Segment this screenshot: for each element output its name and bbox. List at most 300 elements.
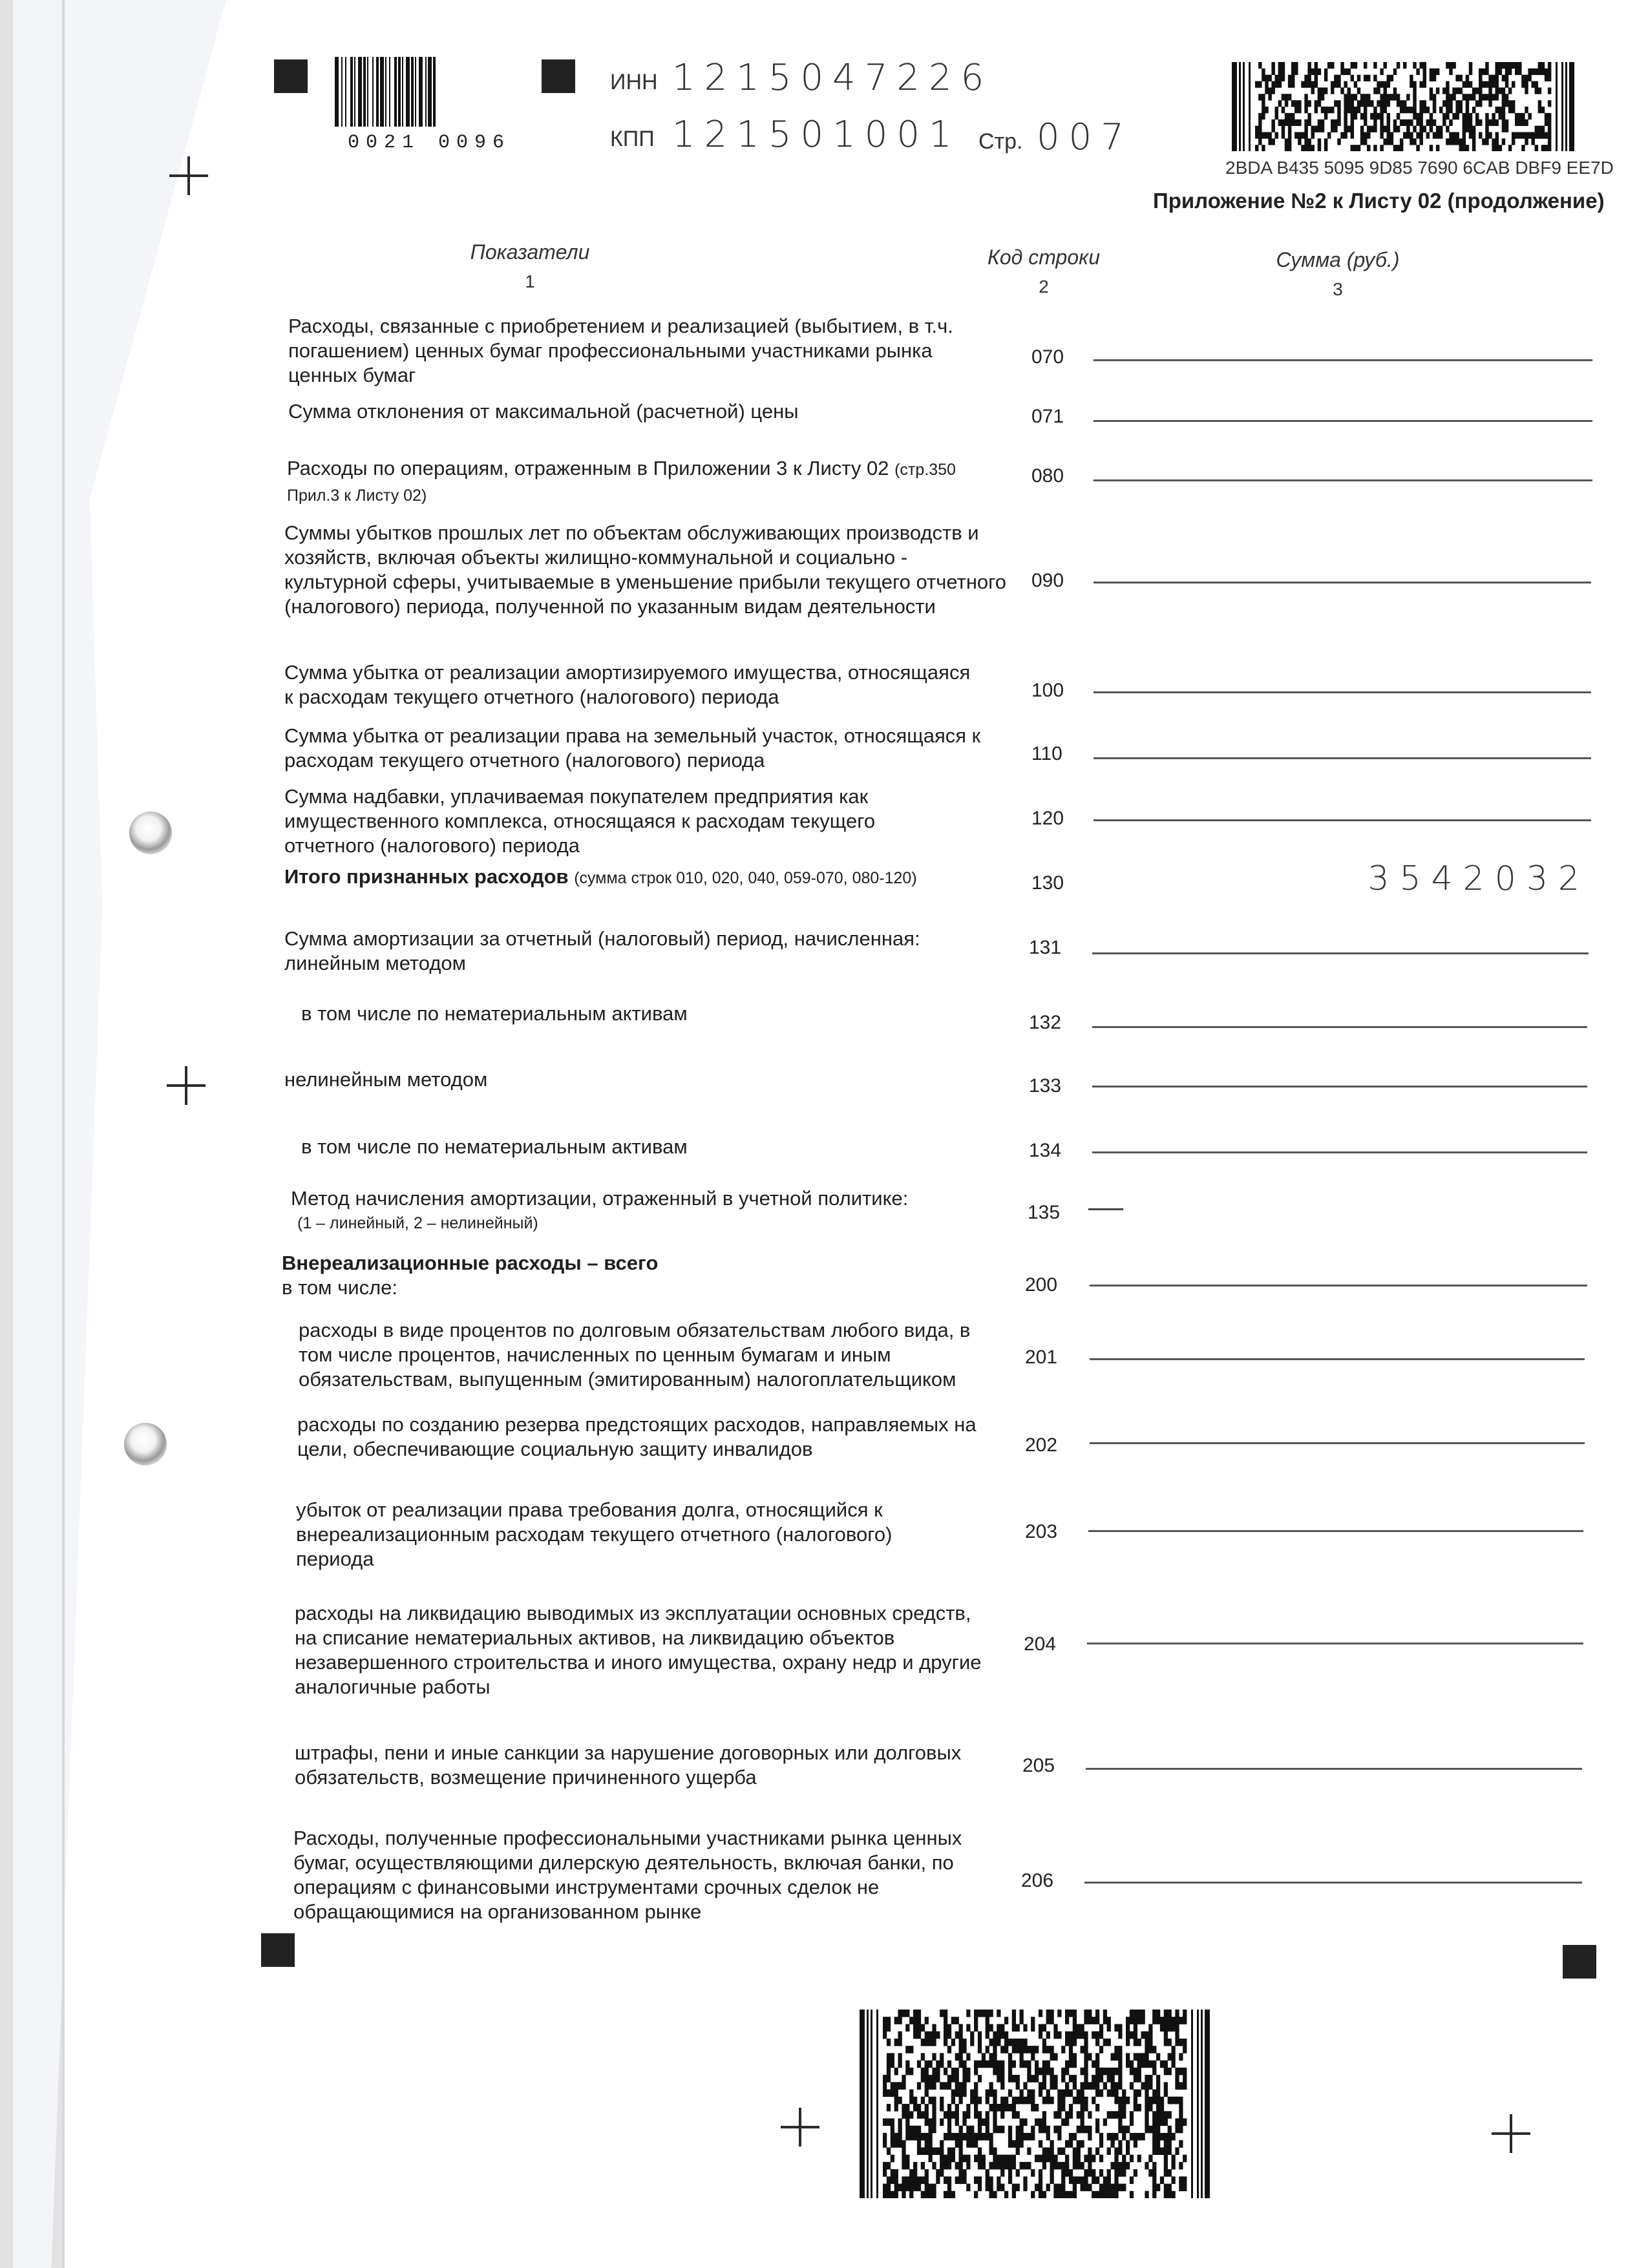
row-132-value-field[interactable]: [1092, 1026, 1587, 1028]
barcode-module: [1512, 100, 1515, 107]
barcode-module: [1459, 107, 1463, 113]
barcode-module: [1081, 2111, 1084, 2119]
barcode-module: [1337, 100, 1340, 107]
barcode-module: [997, 2176, 1000, 2184]
barcode-module: [1160, 2111, 1164, 2119]
barcode-module: [887, 2068, 891, 2075]
barcode-module: [1548, 126, 1551, 132]
barcode-module: [1433, 75, 1436, 81]
barcode-module: [1479, 120, 1482, 126]
barcode-module: [1046, 2017, 1050, 2024]
barcode-module: [887, 2017, 891, 2024]
barcode-module: [1446, 62, 1449, 68]
barcode-module: [1118, 2082, 1122, 2090]
row-206-value-field[interactable]: [1084, 1882, 1582, 1884]
barcode-module: [925, 2061, 929, 2068]
barcode-module: [1548, 145, 1551, 151]
barcode-module: [1050, 2046, 1054, 2053]
barcode-module: [1232, 62, 1237, 151]
barcode-module: [1046, 2184, 1050, 2192]
barcode-module: [1175, 2039, 1179, 2046]
barcode-module: [978, 2147, 982, 2155]
barcode-module: [917, 2082, 921, 2090]
barcode-module: [1061, 2046, 1065, 2053]
barcode-module: [970, 2090, 974, 2097]
barcode-module: [929, 2075, 933, 2083]
barcode-module: [887, 2061, 891, 2068]
barcode-module: [1377, 81, 1380, 88]
barcode-module: [1114, 2082, 1118, 2090]
barcode-module: [1137, 2053, 1141, 2061]
barcode-module: [1423, 62, 1426, 68]
barcode-module: [1337, 81, 1340, 88]
barcode-module: [1400, 120, 1403, 126]
barcode-module: [1175, 2118, 1179, 2126]
barcode-module: [959, 2082, 963, 2090]
barcode-module: [989, 2133, 993, 2141]
barcode-module: [1084, 2176, 1088, 2184]
barcode-module: [1145, 2104, 1148, 2112]
barcode-module: [1092, 2155, 1095, 2163]
barcode-module: [1463, 126, 1466, 132]
barcode-module: [1393, 68, 1397, 75]
barcode-module: [1449, 94, 1452, 100]
barcode-module: [1137, 2155, 1141, 2163]
barcode-module: [1107, 2169, 1111, 2177]
row-203-label: убыток от реализации права требования долга, относящийся к внереализационным расходам текущего отчетного (налогового) периода: [296, 1498, 893, 1570]
barcode-module: [1565, 62, 1567, 151]
barcode-module: [929, 2126, 933, 2134]
barcode-module: [1357, 100, 1360, 107]
barcode-module: [1004, 2039, 1008, 2046]
barcode-module: [1145, 2075, 1148, 2083]
barcode-module: [1004, 2046, 1008, 2053]
barcode-module: [1545, 113, 1548, 120]
barcode-module: [1077, 2032, 1081, 2039]
barcode-module: [1130, 2068, 1134, 2075]
barcode-module: [1275, 132, 1278, 138]
barcode-module: [1373, 87, 1377, 94]
barcode-module: [1114, 2024, 1118, 2032]
barcode-module: [1111, 2090, 1115, 2097]
barcode-module: [921, 2097, 925, 2105]
barcode-module: [1390, 132, 1393, 138]
barcode-module: [1499, 145, 1502, 151]
barcode-module: [944, 2068, 947, 2075]
barcode-module: [1508, 68, 1512, 75]
scan-fold-line: [62, 0, 65, 2268]
row-202-value-field[interactable]: [1090, 1442, 1585, 1444]
barcode-module: [1318, 145, 1321, 151]
barcode-module: [1380, 68, 1383, 75]
barcode-module: [1031, 2024, 1035, 2032]
barcode-module: [1035, 2104, 1039, 2112]
barcode-module: [905, 2024, 909, 2032]
row-200-value-field[interactable]: [1090, 1285, 1587, 1286]
barcode-module: [1502, 62, 1505, 68]
barcode-module: [1548, 68, 1551, 75]
barcode-module: [1027, 2061, 1031, 2068]
barcode-module: [1126, 2162, 1130, 2170]
barcode-module: [1400, 145, 1403, 151]
barcode-module: [1377, 100, 1380, 107]
barcode-module: [1364, 75, 1367, 81]
barcode-module: [1387, 132, 1390, 138]
barcode-module: [1046, 2061, 1050, 2068]
barcode-module: [1475, 113, 1479, 120]
barcode-module: [1122, 2090, 1126, 2097]
barcode-module: [989, 2039, 993, 2046]
barcode-module: [1268, 87, 1271, 94]
barcode-module: [997, 2010, 1000, 2017]
barcode-module: [1466, 107, 1469, 113]
barcode-module: [1084, 2039, 1088, 2046]
barcode-module: [1397, 126, 1400, 132]
barcode-module: [1183, 2176, 1187, 2184]
barcode-module: [1492, 145, 1495, 151]
barcode-module: [1469, 68, 1472, 75]
row-071-value-field[interactable]: [1093, 420, 1592, 422]
barcode-module: [1485, 138, 1488, 145]
barcode-module: [1081, 2184, 1084, 2192]
row-205-value-field[interactable]: [1086, 1768, 1582, 1770]
barcode-module: [1004, 2104, 1008, 2112]
row-201-label: расходы в виде процентов по долговым обязательствам любого вида, в том числе процентов, начисленных по ценным бумагам и иным обязательствам, выпущенным (эмитированным) налогоплательщиком: [299, 1319, 971, 1391]
barcode-module: [1459, 100, 1463, 107]
barcode-module: [1107, 2039, 1111, 2046]
barcode-module: [1436, 145, 1439, 151]
row-100-value-field[interactable]: [1093, 691, 1591, 693]
barcode-module: [1107, 2068, 1111, 2075]
barcode-module: [1505, 126, 1508, 132]
barcode-module: [1008, 2068, 1012, 2075]
barcode-module: [1282, 75, 1285, 81]
barcode-module: [1262, 132, 1265, 138]
barcode-module: [1126, 2147, 1130, 2155]
barcode-module: [1008, 2053, 1012, 2061]
barcode-module: [1061, 2068, 1065, 2075]
row-204-value-field[interactable]: [1087, 1643, 1583, 1644]
barcode-module: [1114, 2184, 1118, 2192]
barcode-module: [1050, 2082, 1054, 2090]
barcode-module: [1485, 132, 1488, 138]
barcode-module: [1258, 138, 1262, 145]
barcode-module: [1304, 120, 1307, 126]
barcode-module: [1088, 2155, 1092, 2163]
barcode-module: [993, 2147, 997, 2155]
barcode-module: [1008, 2104, 1012, 2112]
barcode-module: [1156, 2104, 1160, 2112]
barcode-module: [1027, 2090, 1031, 2097]
barcode-module: [909, 2169, 913, 2177]
barcode-module: [1360, 132, 1364, 138]
barcode-module: [1164, 2090, 1168, 2097]
barcode-module: [1073, 2097, 1077, 2105]
barcode-module: [1084, 2082, 1088, 2090]
barcode-module: [1373, 62, 1377, 68]
barcode-module: [1012, 2039, 1016, 2046]
barcode-module: [1508, 107, 1512, 113]
barcode-module: [917, 2024, 921, 2032]
barcode-module: [1164, 2118, 1168, 2126]
barcode-module: [1482, 94, 1485, 100]
row-203-value-field[interactable]: [1088, 1530, 1583, 1532]
barcode-module: [1466, 126, 1469, 132]
row-110-value-field[interactable]: [1093, 757, 1591, 759]
barcode-module: [1505, 62, 1508, 68]
barcode-module: [1039, 2068, 1042, 2075]
barcode-module: [1069, 2176, 1073, 2184]
barcode-module: [1023, 2133, 1027, 2141]
row-120-label: Сумма надбавки, уплачиваемая покупателем предприятия как имущественного комплекса, относящаяся к расходам текущего отчетного (налогового) периода: [284, 785, 876, 857]
barcode-module: [1569, 62, 1574, 151]
barcode-module: [1315, 81, 1318, 88]
barcode-module: [1000, 2169, 1004, 2177]
barcode-module: [1383, 126, 1386, 132]
barcode-module: [1360, 113, 1364, 120]
barcode-module: [1285, 145, 1288, 151]
barcode-module: [894, 2140, 898, 2148]
barcode-module: [1073, 2032, 1077, 2039]
row-120-value-field[interactable]: [1093, 819, 1591, 821]
barcode-module: [1031, 2126, 1035, 2134]
barcode-module: [1099, 2090, 1103, 2097]
barcode-module: [1508, 100, 1512, 107]
barcode-module: [932, 2039, 936, 2046]
barcode-module: [1156, 2082, 1160, 2090]
barcode-module: [1262, 94, 1265, 100]
barcode-module: [1175, 2017, 1179, 2024]
barcode-module: [944, 2111, 947, 2119]
barcode-module: [1092, 2075, 1095, 2083]
barcode-module: [997, 2024, 1000, 2032]
barcode-module: [1141, 2082, 1145, 2090]
barcode-module: [1334, 100, 1337, 107]
barcode-module: [1008, 2162, 1012, 2170]
barcode-module: [891, 2126, 894, 2134]
barcode-module: [1031, 2104, 1035, 2112]
barcode-module: [1463, 145, 1466, 151]
barcode-module: [1291, 120, 1294, 126]
barcode-module: [989, 2090, 993, 2097]
barcode-module: [1164, 2147, 1168, 2155]
barcode-module: [1016, 2046, 1020, 2053]
barcode-module: [1134, 2133, 1137, 2141]
barcode-module: [1364, 100, 1367, 107]
barcode-module: [978, 2097, 982, 2105]
barcode-module: [951, 2155, 955, 2163]
barcode-module: [1004, 2155, 1008, 2163]
barcode-module: [1118, 2024, 1122, 2032]
barcode-module: [929, 2061, 933, 2068]
barcode-module: [1403, 100, 1406, 107]
barcode-module: [1095, 2147, 1099, 2155]
barcode-module: [1065, 2162, 1069, 2170]
barcode-module: [1271, 62, 1274, 68]
barcode-module: [1315, 107, 1318, 113]
barcode-module: [1061, 2104, 1065, 2112]
barcode-module: [1130, 2061, 1134, 2068]
barcode-module: [989, 2191, 993, 2198]
row-133-code: 133: [1029, 1075, 1062, 1097]
barcode-module: [1050, 2010, 1054, 2017]
barcode-module: [1364, 107, 1367, 113]
barcode-module: [1430, 126, 1433, 132]
barcode-module: [1340, 87, 1344, 94]
barcode-module: [894, 2082, 898, 2090]
barcode-module: [1053, 2155, 1057, 2163]
barcode-module: [959, 2061, 963, 2068]
row-134-code: 134: [1029, 1140, 1062, 1161]
barcode-module: [1081, 2176, 1084, 2184]
barcode-module: [1291, 100, 1294, 107]
row-080-label: [287, 456, 985, 508]
barcode-module: [944, 2039, 947, 2046]
barcode-module: [978, 2133, 982, 2141]
barcode-module: [1258, 113, 1262, 120]
barcode-module: [1288, 120, 1291, 126]
barcode-module: [1548, 120, 1551, 126]
barcode-module: [1354, 94, 1357, 100]
barcode-module: [1502, 126, 1505, 132]
barcode-module: [1088, 2184, 1092, 2192]
barcode-module: [978, 2176, 982, 2184]
barcode-module: [1439, 126, 1442, 132]
barcode-module: [1020, 2017, 1024, 2024]
barcode-module: [1406, 132, 1410, 138]
barcode-module: [1380, 126, 1383, 132]
barcode-module: [986, 2024, 989, 2032]
barcode-module: [1449, 100, 1452, 107]
barcode-module: [1099, 2068, 1103, 2075]
barcode-module: [1268, 138, 1271, 145]
barcode-module: [1495, 107, 1498, 113]
barcode-module: [1439, 132, 1442, 138]
barcode-module: [1436, 132, 1439, 138]
barcode-module: [1081, 2032, 1084, 2039]
barcode-module: [1515, 68, 1518, 75]
row-131-value-field[interactable]: [1092, 952, 1589, 954]
barcode-module: [944, 2082, 947, 2090]
barcode-module: [1364, 120, 1367, 126]
barcode-module: [1321, 107, 1324, 113]
barcode-module: [1268, 132, 1271, 138]
row-070-value-field[interactable]: [1093, 359, 1592, 361]
barcode-module: [887, 2104, 891, 2112]
barcode-module: [1061, 2191, 1065, 2198]
barcode-module: [1334, 81, 1337, 88]
barcode-module: [1122, 2111, 1126, 2119]
barcode-module: [1039, 2082, 1042, 2090]
barcode-module: [986, 2090, 989, 2097]
barcode-module: [887, 2184, 891, 2192]
barcode-module: [1111, 2140, 1115, 2148]
barcode-module: [1324, 145, 1327, 151]
barcode-module: [1406, 126, 1410, 132]
barcode-module: [917, 2104, 921, 2112]
barcode-module: [1354, 62, 1357, 68]
barcode-module: [1065, 2118, 1069, 2126]
barcode-module: [1541, 145, 1545, 151]
barcode-module: [1502, 120, 1505, 126]
barcode-module: [1541, 132, 1545, 138]
barcode-module: [966, 2010, 970, 2017]
barcode-module: [1061, 2097, 1065, 2105]
barcode-module: [970, 2133, 974, 2141]
barcode-module: [1485, 94, 1488, 100]
row-133-value-field[interactable]: [1092, 1086, 1587, 1087]
barcode-module: [1103, 2191, 1107, 2198]
row-090-value-field[interactable]: [1093, 582, 1591, 583]
barcode-module: [1278, 75, 1282, 81]
barcode-module: [1315, 62, 1318, 68]
barcode-module: [947, 2024, 951, 2032]
barcode-module: [1397, 62, 1400, 68]
barcode-module: [1050, 2075, 1054, 2083]
barcode-module: [1057, 2090, 1061, 2097]
barcode-module: [1031, 2097, 1035, 2105]
barcode-module: [1118, 2111, 1122, 2119]
page-number: 007: [1037, 116, 1133, 158]
barcode-module: [1081, 2104, 1084, 2112]
barcode-module: [1541, 126, 1545, 132]
barcode-module: [962, 2176, 966, 2184]
barcode-module: [1012, 2184, 1016, 2192]
barcode-module: [959, 2140, 963, 2148]
barcode-module: [921, 2133, 925, 2141]
barcode-module: [1307, 68, 1311, 75]
barcode-module: [1084, 2017, 1088, 2024]
barcode-module: [955, 2053, 959, 2061]
barcode-module: [1485, 120, 1488, 126]
barcode-module: [1168, 2111, 1172, 2119]
barcode-module: [1561, 62, 1563, 151]
row-135-value-field[interactable]: [1088, 1208, 1123, 1210]
barcode-module: [1179, 2053, 1183, 2061]
row-130-value[interactable]: 3542032: [1368, 859, 1590, 898]
barcode-module: [1095, 2039, 1099, 2046]
barcode-module: [1042, 2097, 1046, 2105]
barcode-module: [1035, 2061, 1039, 2068]
barcode-module: [1168, 2053, 1172, 2061]
barcode-module: [1410, 107, 1413, 113]
row-080-value-field[interactable]: [1093, 479, 1592, 481]
barcode-module: [925, 2184, 929, 2192]
row-201-value-field[interactable]: [1090, 1358, 1585, 1360]
barcode-module: [1413, 62, 1416, 68]
barcode-module: [1354, 107, 1357, 113]
barcode-module: [917, 2140, 921, 2148]
barcode-module: [932, 2162, 936, 2170]
barcode-module: [978, 2061, 982, 2068]
barcode-module: [898, 2039, 902, 2046]
barcode-module: [1088, 2126, 1092, 2134]
barcode-module: [989, 2053, 993, 2061]
barcode-module: [1531, 68, 1534, 75]
barcode-module: [1156, 2075, 1160, 2083]
barcode-module: [1130, 2176, 1134, 2184]
row-134-value-field[interactable]: [1092, 1151, 1587, 1153]
barcode-module: [1134, 2039, 1137, 2046]
barcode-module: [1164, 2068, 1168, 2075]
barcode-module: [1255, 81, 1258, 88]
barcode-module: [1243, 62, 1245, 151]
barcode-module: [936, 2032, 940, 2039]
barcode-module: [970, 2032, 974, 2039]
barcode-module: [1370, 113, 1373, 120]
barcode-module: [1262, 113, 1265, 120]
barcode-module: [925, 2090, 929, 2097]
